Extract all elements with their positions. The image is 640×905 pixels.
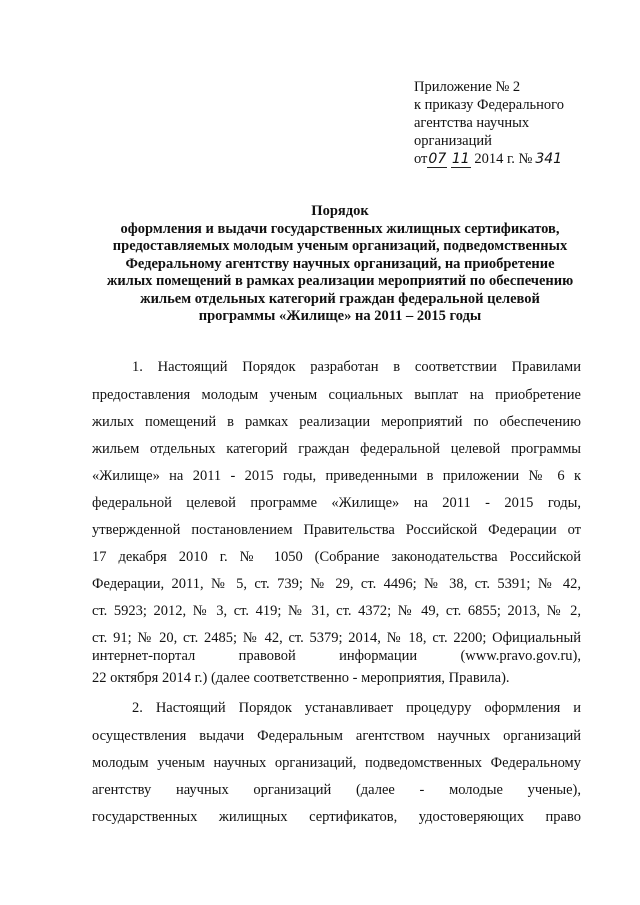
- year-text: 2014 г. №: [474, 151, 533, 167]
- paragraph-1-line: «Жилище» на 2011 - 2015 годы, приведенными в приложении № 6 к: [92, 468, 581, 484]
- title-line: Федеральному агентству научных организаций, на приобретение: [125, 255, 555, 272]
- paragraph-1-line: ст. 91; № 20, ст. 2485; № 42, ст. 5379; 2014, № 18, ст. 2200; Официальный: [92, 630, 581, 646]
- paragraph-1-line: 17 декабря 2010 г. № 1050 (Собрание законодательства Российской: [92, 549, 581, 565]
- document-title: [100, 203, 580, 326]
- handwritten-number: 341: [535, 151, 563, 167]
- title-line: предоставляемых молодым ученым организаций, подведомственных: [112, 238, 568, 254]
- title-line: оформления и выдачи государственных жилищных сертификатов,: [120, 220, 560, 237]
- paragraph-2-line: агентству научных организаций (далее - молодые ученые),: [92, 782, 581, 798]
- handwritten-month: 11: [451, 151, 470, 167]
- handwritten-day: 07: [428, 151, 447, 167]
- paragraph-1-line: федеральной целевой программе «Жилище» на 2011 - 2015 годы,: [92, 495, 581, 511]
- paragraph-1-line: утвержденной постановлением Правительства Российской Федерации от: [92, 522, 581, 538]
- paragraph-1-line: жилых помещений в рамках реализации мероприятий по обеспечению: [92, 414, 581, 430]
- paragraph-1-line: 1. Настоящий Порядок разработан в соответствии Правилами: [132, 359, 581, 375]
- paragraph-2-line: молодым ученым научных организаций, подведомственных Федеральному: [92, 755, 581, 771]
- paragraph-2-line: государственных жилищных сертификатов, удостоверяющих право: [92, 809, 581, 825]
- title-line: Порядок: [311, 203, 369, 219]
- appendix-line-1: Приложение № 2: [414, 79, 521, 95]
- appendix-block: [414, 78, 564, 168]
- paragraph-1-line: интернет-портал правовой информации (www.pravo.gov.ru),: [92, 648, 581, 664]
- paragraph-1-line: жильем отдельных категорий граждан федеральной целевой программы: [92, 441, 581, 457]
- paragraph-1-last-line: 22 октября 2014 г.) (далее соответственно - мероприятия, Правила).: [92, 670, 510, 686]
- paragraph-1-line: ст. 5923; 2012, № 3, ст. 419; № 31, ст. 4372; № 49, ст. 6855; 2013, № 2,: [92, 603, 581, 619]
- paragraph-2-line: 2. Настоящий Порядок устанавливает процедуру оформления и: [132, 700, 581, 716]
- title-line: программы «Жилище» на 2011 – 2015 годы: [198, 308, 482, 324]
- appendix-line-4: организаций: [414, 133, 492, 149]
- paragraph-1-line: предоставления молодым ученым социальных выплат на приобретение: [92, 387, 581, 403]
- date-prefix: от: [414, 151, 428, 167]
- appendix-line-3: агентства научных: [414, 115, 530, 131]
- appendix-date-line: [414, 150, 564, 168]
- title-line: жилых помещений в рамках реализации мероприятий по обеспечению: [106, 273, 574, 289]
- appendix-line-2: к приказу Федерального: [414, 97, 565, 113]
- paragraph-1-line: Федерации, 2011, № 5, ст. 739; № 29, ст. 4496; № 38, ст. 5391; № 42,: [92, 576, 581, 592]
- paragraph-2-line: осуществления выдачи Федеральным агентством научных организаций: [92, 728, 581, 744]
- title-line: жильем отдельных категорий граждан федеральной целевой: [140, 290, 540, 307]
